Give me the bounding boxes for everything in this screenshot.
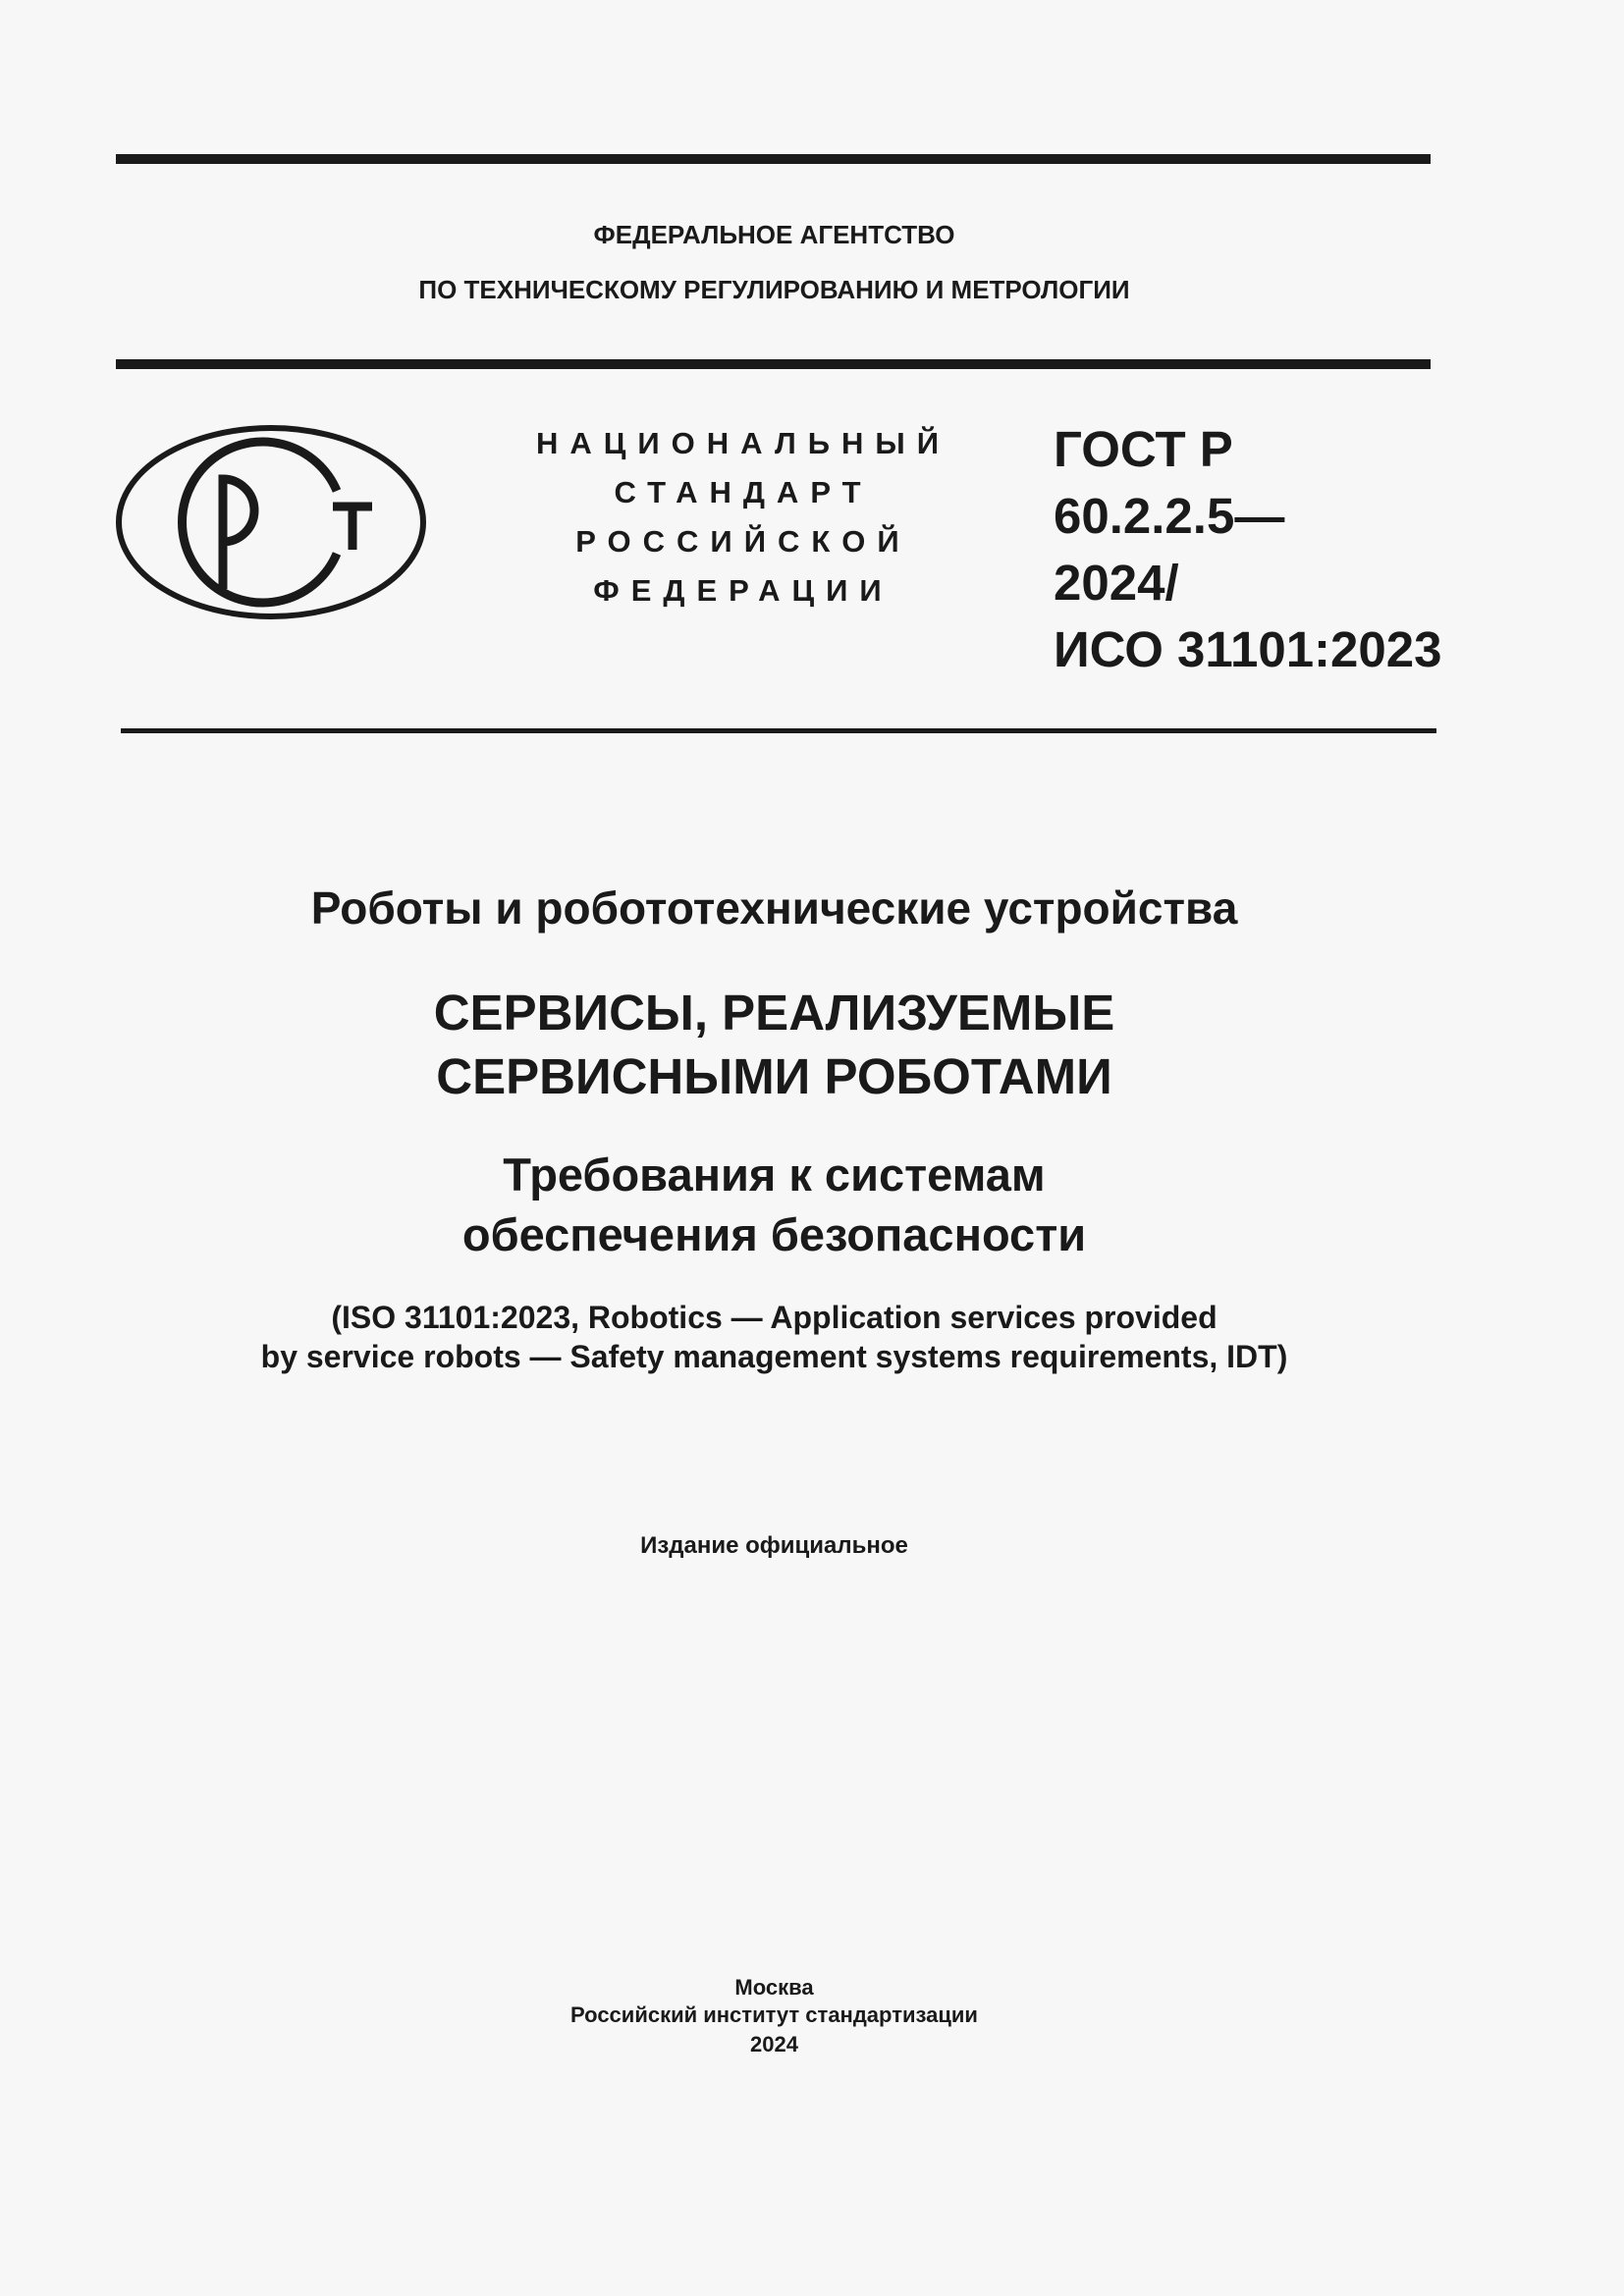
standard-designation-line-4: ИСО 31101:2023 [1054, 621, 1442, 677]
agency-name-line-1: ФЕДЕРАЛЬНОЕ АГЕНТСТВО [593, 220, 955, 249]
imprint-organization: Российский институт стандартизации [570, 2002, 978, 2027]
imprint-year: 2024 [750, 2032, 798, 2056]
standard-designation-line-1: ГОСТ Р [1054, 421, 1233, 477]
document-subtitle-line-2: обеспечения безопасности [461, 1208, 1087, 1260]
header-rule [116, 359, 1431, 369]
national-standard-line-4: ФЕДЕРАЦИИ [593, 573, 893, 608]
standard-designation-line-2: 60.2.2.5— [1054, 488, 1285, 544]
imprint-city: Москва [734, 1975, 814, 2000]
national-standard-line-1: НАЦИОНАЛЬНЫЙ [535, 426, 951, 460]
top-rule [116, 154, 1431, 164]
national-standard-line-2: СТАНДАРТ [614, 475, 873, 509]
document-title-line-1: СЕРВИСЫ, РЕАЛИЗУЕМЫЕ [433, 985, 1115, 1041]
original-standard-line-2: by service robots — Safety management systems requirements, IDT) [260, 1339, 1288, 1374]
edition-label: Издание официальное [640, 1532, 908, 1559]
document-subject: Роботы и робототехнические устройства [310, 882, 1238, 934]
rst-certification-mark-icon [115, 424, 427, 620]
designation-rule [121, 728, 1436, 733]
document-title-line-2: СЕРВИСНЫМИ РОБОТАМИ [436, 1048, 1112, 1104]
agency-name-line-2: ПО ТЕХНИЧЕСКОМУ РЕГУЛИРОВАНИЮ И МЕТРОЛОГИИ [418, 275, 1130, 304]
original-standard-line-1: (ISO 31101:2023, Robotics — Application services provided [331, 1300, 1218, 1335]
document-subtitle-line-1: Требования к системам [503, 1148, 1046, 1201]
standard-designation-line-3: 2024/ [1054, 555, 1179, 611]
national-standard-line-3: РОССИЙСКОЙ [575, 524, 911, 559]
